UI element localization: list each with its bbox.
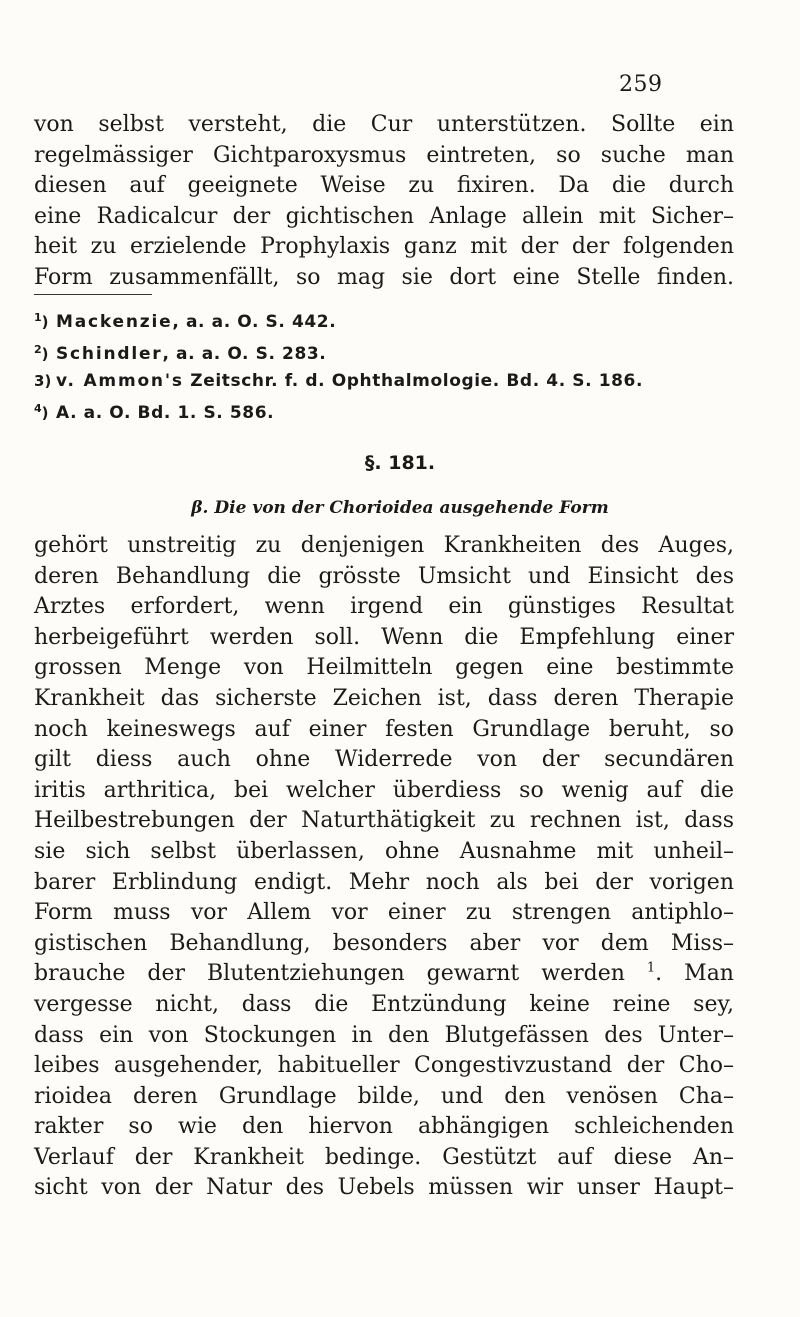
text-line: eine Radicalcur der gichtischen Anlage allein mit Sicher– — [34, 203, 734, 229]
text-line: noch keineswegs auf einer festen Grundlage beruht, so — [34, 716, 734, 742]
section-heading: §. 181. — [364, 452, 436, 474]
text-line: dass ein von Stockungen in den Blutgefässen des Unter– — [34, 1022, 734, 1048]
footnotes — [34, 304, 754, 427]
text-line: diesen auf geeignete Weise zu fixiren. Da die durch — [34, 173, 734, 199]
footnote-4: $^4$) A. a. O. Bd. 1. S. 586. — [34, 395, 754, 427]
footnote-mark: 2 — [34, 343, 42, 356]
footnote-mark: 3 — [34, 372, 45, 390]
footnote-mark: 4 — [34, 402, 42, 415]
section-subheading: β. Die von der Chorioidea ausgehende Form — [191, 498, 609, 518]
text-line: gilt diess auch ohne Widerrede von der secundären — [34, 747, 734, 773]
footnote-1: $^1$) Mackenzie , a. a. O. S. 442. — [34, 304, 754, 336]
footnote-citation: , a. a. O. S. 283. — [162, 344, 327, 364]
text-line: Krankheit das sicherste Zeichen ist, dass deren Therapie — [34, 685, 734, 711]
text-line: deren Behandlung die grösste Umsicht und Einsicht des — [34, 563, 734, 589]
paragraph-main — [34, 531, 734, 1204]
text-line: sicht von der Natur des Uebels müssen wir unser Haupt– — [34, 1175, 734, 1201]
text-line: vergesse nicht, dass die Entzündung keine reine sey, — [34, 991, 734, 1017]
footnote-mark: 1 — [34, 311, 42, 324]
text-line: herbeigeführt werden soll. Wenn die Empfehlung einer — [34, 624, 734, 650]
footnote-author: Schindler — [56, 344, 163, 364]
text-segment: . Man — [655, 961, 734, 987]
footnote-citation: A. a. O. Bd. 1. S. 586. — [56, 403, 275, 423]
text-line: von selbst versteht, die Cur unterstützen. Sollte ein — [34, 112, 734, 137]
text-line: Form zusammenfällt, so mag sie dort eine Stelle finden. — [34, 264, 734, 290]
footnote-divider — [34, 294, 152, 295]
text-line: rioidea deren Grundlage bilde, und den venösen Cha– — [34, 1083, 734, 1109]
text-line: Arztes erfordert, wenn irgend ein günstiges Resultat — [34, 594, 734, 620]
text-line: rakter so wie den hiervon abhängigen schleichenden — [34, 1114, 734, 1140]
text-line: Heilbestrebungen der Naturthätigkeit zu rechnen ist, dass — [34, 808, 734, 834]
page-number: 259 — [619, 72, 663, 97]
footnote-reference: 1 — [646, 960, 656, 976]
footnote-2: $^2$) Schindler , a. a. O. S. 283. — [34, 336, 754, 368]
text-line: heit zu erzielende Prophylaxis ganz mit der der folgenden — [34, 234, 734, 260]
text-line: sie sich selbst überlassen, ohne Ausnahme mit unheil– — [34, 838, 734, 864]
text-line: regelmässiger Gichtparoxysmus eintreten, so suche man — [34, 142, 734, 168]
text-line: gistischen Behandlung, besonders aber vor dem Miss– — [34, 930, 734, 956]
text-segment: brauche der Blutentziehungen gewarnt werden — [34, 961, 625, 987]
text-line: gehört unstreitig zu denjenigen Krankheiten des Auges, — [34, 533, 734, 558]
footnote-citation: Zeitschr. f. d. Ophthalmologie. Bd. 4. S. 186. — [183, 371, 644, 391]
paragraph-continuation — [34, 110, 734, 294]
text-line-with-footnote-ref — [34, 959, 734, 990]
text-line: iritis arthritica, bei welcher überdiess so wenig auf die — [34, 777, 734, 803]
footnote-3: 3) v. Ammon's Zeitschr. f. d. Ophthalmologie. Bd. 4. S. 186. — [34, 368, 754, 395]
text-line: grossen Menge von Heilmitteln gegen eine bestimmte — [34, 655, 734, 681]
text-line: Verlauf der Krankheit bedinge. Gestützt auf diese An– — [34, 1144, 734, 1170]
text-line: barer Erblindung endigt. Mehr noch als bei der vorigen — [34, 869, 734, 895]
text-line: Form muss vor Allem vor einer zu strengen antiphlo– — [34, 900, 734, 926]
text-line: leibes ausgehender, habitueller Congestivzustand der Cho– — [34, 1053, 734, 1079]
footnote-citation: , a. a. O. S. 442. — [172, 312, 337, 332]
footnote-author: Mackenzie — [56, 312, 173, 332]
footnote-author: v. Ammon's — [56, 371, 184, 391]
